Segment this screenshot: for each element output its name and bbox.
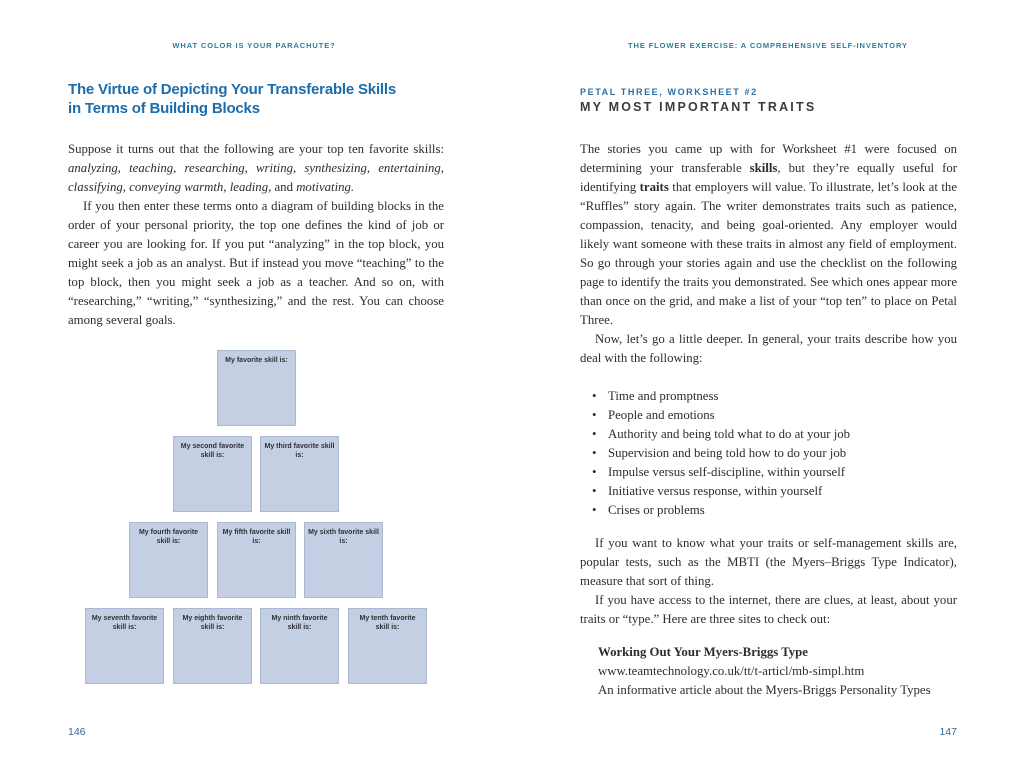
section-title-line-1: The Virtue of Depicting Your Transferable Skills (68, 81, 396, 98)
section-title-line-2: in Terms of Building Blocks (68, 100, 260, 117)
paragraph-go-deeper: Now, let’s go a little deeper. In general, your traits describe how you deal with the following: (580, 332, 957, 365)
bullet-item: • Authority and being told what to do at your job (580, 425, 957, 444)
building-block-10 (348, 608, 427, 684)
bullet-item: • Time and promptness (580, 387, 957, 406)
bullet-item: • Impulse versus self-discipline, within yourself (580, 463, 957, 482)
block-label: My favorite skill is: (225, 357, 288, 364)
paragraph-worksheet-intro: The stories you came up with for Worksheet #1 were focused on determining your transferable skills, but they’re equally useful for identifying traits that employers will value. To illustrate, let’s look at the “Ruffles” story again. The writer demonstrates traits such as patience, compassion, tenacity, and being goal-oriented. Any employer would likely want someone with these traits in almost any field of employment. So go through your stories again and use the checklist on the following page to identify the traits you demonstrated. See which ones appear more than once on the grid, and make a list of your “top ten” to place on Petal Three. (580, 142, 957, 327)
right-running-head: THE FLOWER EXERCISE: A COMPREHENSIVE SELF-INVENTORY (628, 41, 908, 50)
resource-url: www.teamtechnology.co.uk/tt/t-articl/mb-simpl.htm (598, 664, 865, 678)
bullet-item: • People and emotions (580, 406, 957, 425)
block-label: My sixth favorite skill is: (308, 529, 379, 545)
building-block-6 (304, 522, 383, 598)
building-block-7 (85, 608, 164, 684)
building-block-4 (129, 522, 208, 598)
resource-description: An informative article about the Myers-Briggs Personality Types (598, 683, 931, 697)
block-label: My tenth favorite skill is: (359, 615, 416, 631)
traits-bullet-list (580, 387, 957, 520)
worksheet-kicker: PETAL THREE, WORKSHEET #2 (580, 87, 758, 97)
right-body-text (580, 140, 957, 700)
paragraph-skills-list: Suppose it turns out that the following are your top ten favorite skills: analyzing, teaching, researching, writing, synthesizing, entertaining, classifying, conveying warmth, leading, and motivating. (68, 142, 444, 194)
building-block-9 (260, 608, 339, 684)
block-label: My third favorite skill is: (264, 443, 335, 459)
block-label: My ninth favorite skill is: (271, 615, 328, 631)
block-label: My eighth favorite skill is: (182, 615, 243, 631)
building-blocks-diagram (85, 350, 427, 684)
left-section-title (68, 80, 458, 118)
bullet-item: • Initiative versus response, within yourself (580, 482, 957, 501)
left-body-text (68, 140, 444, 330)
left-page-number: 146 (68, 726, 86, 738)
building-block-5 (217, 522, 296, 598)
building-block-8 (173, 608, 252, 684)
paragraph-building-blocks: If you then enter these terms onto a diagram of building blocks in the order of your personal priority, the top one defines the kind of job or career you are looking for. If you put “analyzing” in the top block, you might seek a job as an analyst. But if instead you move “teaching” to the top block, then you might seek a job as a teacher. And so on, with “researching,” “writing,” “synthesizing,” and the rest. You can choose among several goals. (68, 199, 444, 327)
paragraph-mbti: If you want to know what your traits or self-management skills are, popular tests, such as the MBTI (the Myers–Briggs Type Indicator), measure that sort of thing. (580, 536, 957, 588)
worksheet-heading: MY MOST IMPORTANT TRAITS (580, 100, 817, 114)
block-label: My fourth favorite skill is: (138, 529, 199, 545)
right-page-number: 147 (939, 726, 957, 738)
building-block-2 (173, 436, 252, 512)
block-label: My seventh favorite skill is: (91, 615, 158, 631)
left-running-head: WHAT COLOR IS YOUR PARACHUTE? (172, 41, 336, 50)
bullet-item: • Crises or problems (580, 501, 957, 520)
building-block-3 (260, 436, 339, 512)
resource-title: Working Out Your Myers-Briggs Type (598, 645, 808, 659)
resource-entry (580, 643, 957, 700)
bullet-item: • Supervision and being told how to do your job (580, 444, 957, 463)
block-label: My second favorite skill is: (180, 443, 245, 459)
paragraph-internet: If you have access to the internet, there are clues, at least, about your traits or “type.” Here are three sites to check out: (580, 593, 957, 626)
block-label: My fifth favorite skill is: (222, 529, 291, 545)
building-block-1 (217, 350, 296, 426)
